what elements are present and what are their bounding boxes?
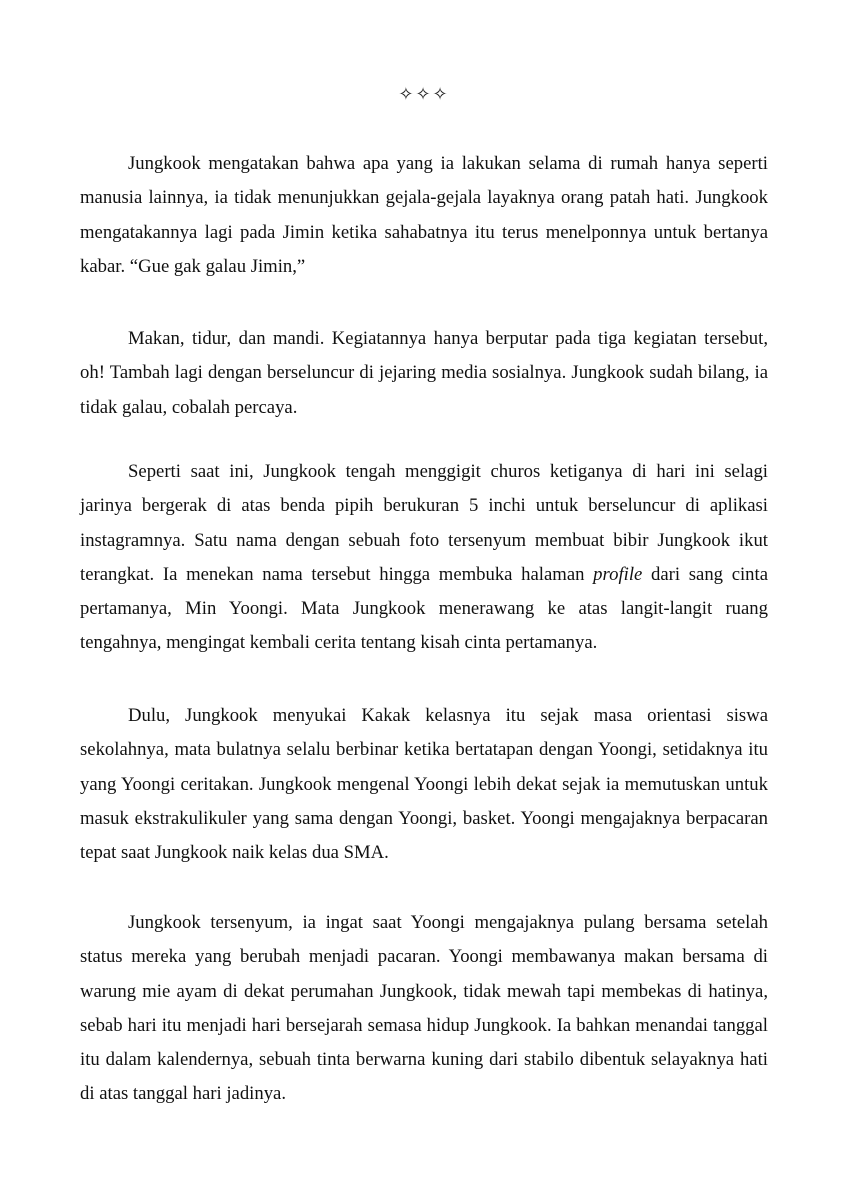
paragraph-3 — [80, 455, 768, 661]
paragraph-3-text-before: Seperti saat ini, Jungkook tengah menggigit churos ketiganya di hari ini selagi jarinya bergerak di atas benda pipih berukuran 5 inchi untuk berseluncur di aplikasi instagramnya. Satu nama dengan sebuah foto tersenyum membuat bibir Jungkook ikut terangkat. Ia menekan nama tersebut hingga membuka halaman — [80, 461, 768, 585]
paragraph-3-emphasis: profile — [593, 563, 643, 585]
document-page — [80, 0, 768, 1200]
paragraph-3-text-after: dari sang cinta pertamanya, Min Yoongi. Mata Jungkook menerawang ke atas langit-langit ruang tengahnya, mengingat kembali cerita tentang kisah cinta pertamanya. — [80, 563, 769, 654]
paragraph-1: Jungkook mengatakan bahwa apa yang ia lakukan selama di rumah hanya seperti manusia lainnya, ia tidak menunjukkan gejala-gejala layaknya orang patah hati. Jungkook mengatakannya lagi pada Jimin ketika sahabatnya itu terus menelponnya untuk bertanya kabar. “Gue gak galau Jimin,” — [80, 153, 768, 277]
paragraph-2: Makan, tidur, dan mandi. Kegiatannya hanya berputar pada tiga kegiatan tersebut, oh! Tambah lagi dengan berseluncur di jejaring media sosialnya. Jungkook sudah bilang, ia tidak galau, cobalah percaya. — [80, 328, 768, 418]
paragraph-5: Jungkook tersenyum, ia ingat saat Yoongi mengajaknya pulang bersama setelah status mereka yang berubah menjadi pacaran. Yoongi membawanya makan bersama di warung mie ayam di dekat perumahan Jungkook, tidak mewah tapi membekas di hatinya, sebab hari itu menjadi hari bersejarah semasa hidup Jungkook. Ia bahkan menandai tanggal itu dalam kalendernya, sebuah tinta berwarna kuning dari stabilo dibentuk selayaknya hati di atas tanggal hari jadinya. — [80, 912, 768, 1105]
paragraph-4: Dulu, Jungkook menyukai Kakak kelasnya itu sejak masa orientasi siswa sekolahnya, mata bulatnya selalu berbinar ketika bertatapan dengan Yoongi, setidaknya itu yang Yoongi ceritakan. Jungkook mengenal Yoongi lebih dekat sejak ia memutuskan untuk masuk ekstrakulikuler yang sama dengan Yoongi, basket. Yoongi mengajaknya berpacaran tepat saat Jungkook naik kelas dua SMA. — [80, 705, 768, 864]
scene-break-separator: ✧✧✧ — [398, 84, 450, 105]
